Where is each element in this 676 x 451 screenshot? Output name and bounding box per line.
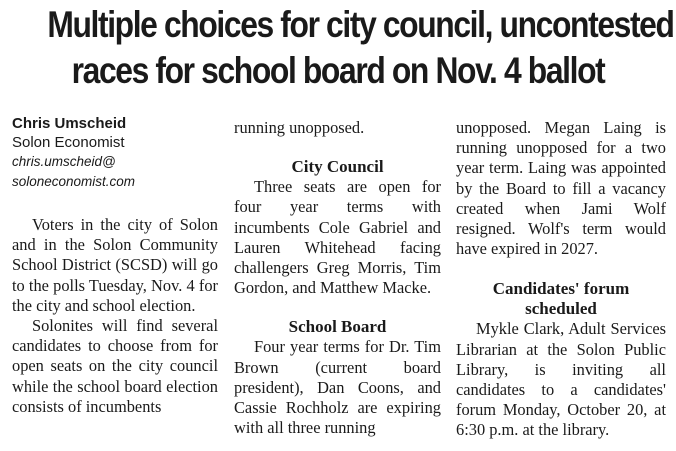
headline-line-1: Multiple choices for city council, uncontested	[47, 4, 674, 45]
article-paragraph-3: Three seats are open for four year terms with incumbents Cole Gabriel and Lauren Whitehead facing challengers Greg Morris, Tim Gordon, and Matthew Macke.	[234, 177, 441, 298]
headline-line-2: races for school board on Nov. 4 ballot	[71, 50, 605, 91]
subhead-school-board: School Board	[288, 317, 387, 337]
byline	[12, 114, 218, 192]
article-paragraph-2: Solonites will find several candidates to choose from for open seats on the city council while the school board election consists of incumbents	[12, 316, 218, 416]
subhead-city-council: City Council	[291, 157, 384, 177]
article-paragraph-2-continued: running unopposed.	[234, 118, 365, 137]
article-paragraph-1: Voters in the city of Solon and in the Solon Community School District (SCSD) will go to the polls Tuesday, Nov. 4 for the city and school election.	[12, 215, 218, 315]
article-paragraph-5: Mykle Clark, Adult Services Librarian at the Solon Public Library, is inviting all candidates to a candidates' forum Monday, October 20, at 6:30 p.m. at the library.	[456, 319, 666, 440]
author-name: Chris Umscheid	[12, 115, 127, 132]
author-email-line-2[interactable]: soloneconomist.com	[12, 174, 136, 189]
article-paragraph-4-continued: unopposed. Megan Laing is running unopposed for a two year term. Laing was appointed by the Board to fill a vacancy created when Jami Wolf resigned. Wolf's term would have expired in 2027.	[456, 118, 666, 259]
author-email-line-1[interactable]: chris.umscheid@	[12, 154, 116, 169]
column-1	[12, 114, 218, 417]
subhead-candidates-forum: Candidates' forum scheduled	[492, 279, 630, 319]
publication-name: Solon Economist	[12, 134, 125, 151]
column-3	[456, 118, 666, 441]
column-2	[234, 118, 441, 438]
article-paragraph-4: Four year terms for Dr. Tim Brown (current board president), Dan Coons, and Cassie Rochholz are expiring with all three running	[234, 337, 441, 438]
headline	[47, 2, 674, 94]
